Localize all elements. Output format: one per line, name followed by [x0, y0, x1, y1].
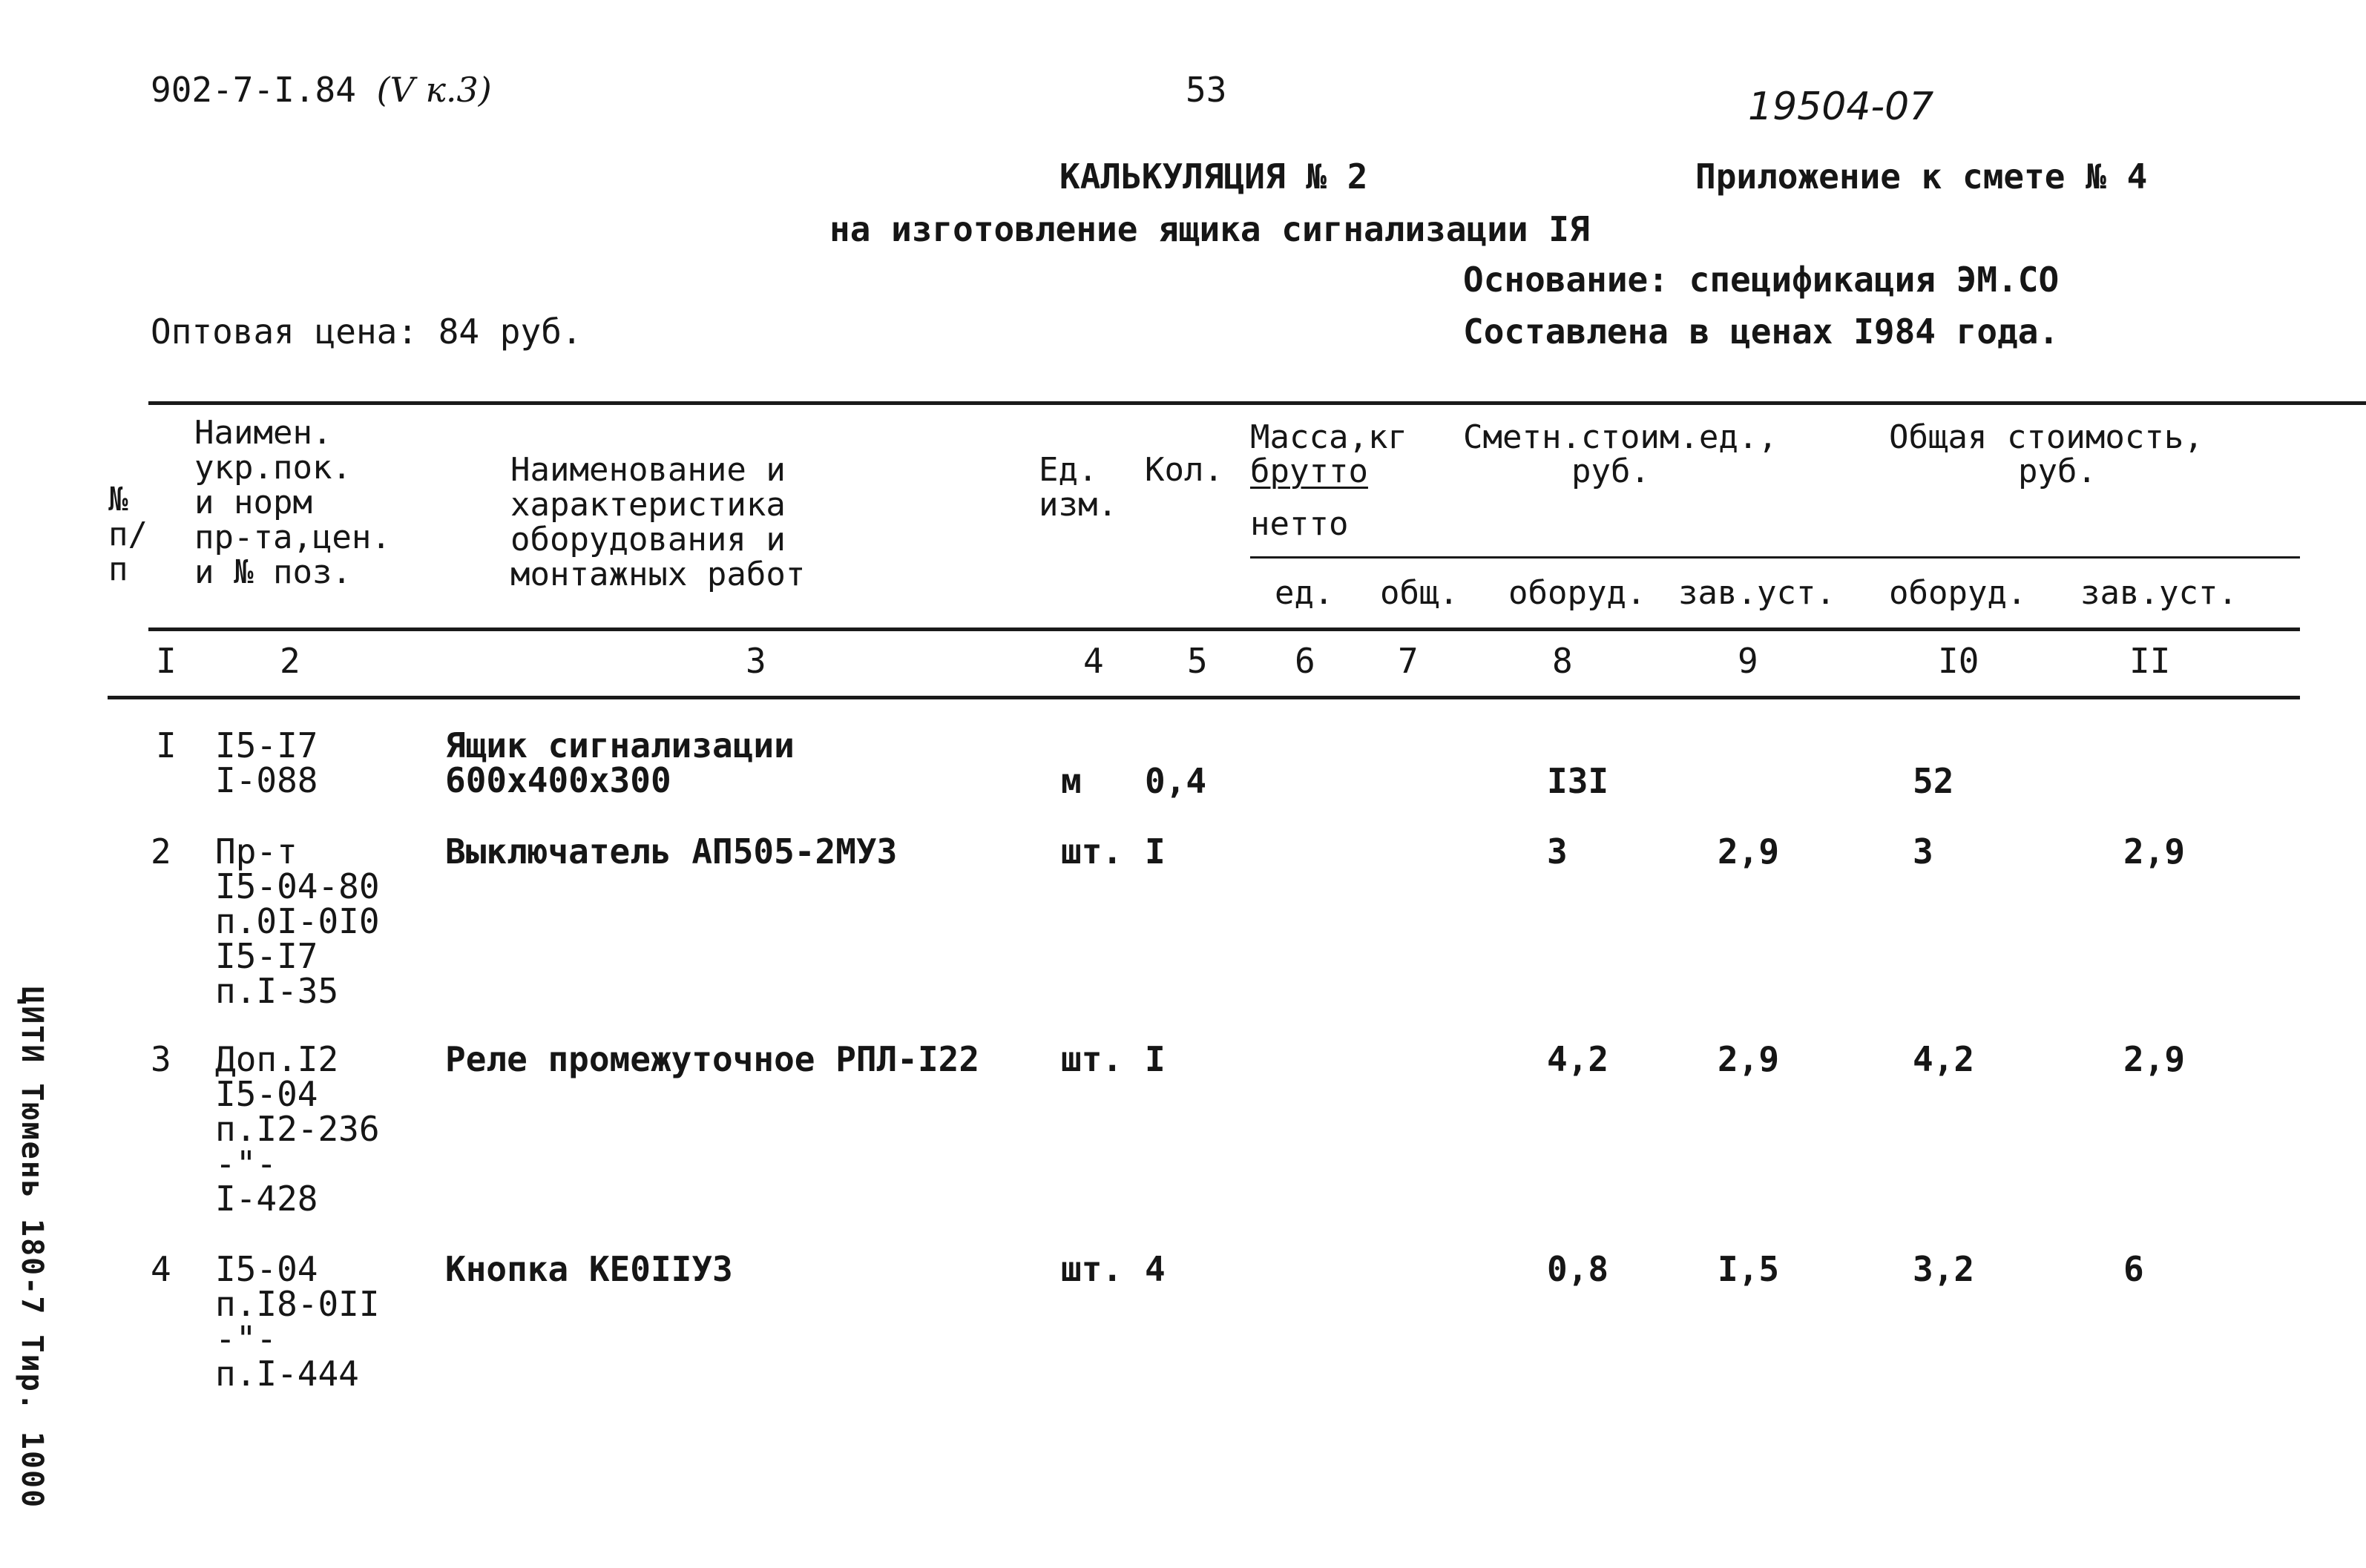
row-equipment-unit-cost: 3: [1547, 831, 1568, 872]
row-installation-total-cost: 2,9: [2123, 831, 2186, 872]
row-name: Выключатель АП505-2МУ3: [445, 831, 898, 872]
column-number: 6: [1295, 641, 1315, 681]
row-unit: шт.: [1061, 1039, 1123, 1079]
column-number: 2: [280, 641, 300, 681]
row-reference: I5-I7 I-088: [215, 725, 318, 800]
column-number: 8: [1552, 641, 1573, 681]
column-number: I: [156, 641, 177, 681]
header-unit-cost: Сметн.стоим.ед.,: [1463, 418, 1778, 456]
column-number: 7: [1398, 641, 1419, 681]
header-mass-total: общ.: [1380, 574, 1459, 612]
margin-print-note: ЦИТИ Тюмень 180-7 Тир. 1000: [15, 986, 49, 1509]
row-name: Кнопка КЕ0IIУ3: [445, 1249, 733, 1289]
row-equipment-unit-cost: I3I: [1547, 761, 1609, 801]
row-equipment-total-cost: 4,2: [1913, 1039, 1975, 1079]
header-bottom-rule: [148, 627, 2300, 631]
row-installation-unit-cost: I,5: [1718, 1249, 1780, 1289]
row-number: 4: [151, 1249, 171, 1289]
row-installation-unit-cost: 2,9: [1718, 831, 1780, 872]
column-number: I0: [1938, 641, 1979, 681]
header-equipment-total: оборуд.: [1889, 574, 2027, 612]
header-unit-cost-rub: руб.: [1571, 452, 1650, 490]
row-number: 3: [151, 1039, 171, 1079]
document-title: КАЛЬКУЛЯЦИЯ № 2: [1059, 157, 1368, 197]
header-installation-total: зав.уст.: [2080, 574, 2238, 612]
row-unit: м: [1061, 761, 1082, 801]
header-installation-unit: зав.уст.: [1678, 574, 1836, 612]
basis-note: Основание: спецификация ЭМ.СО: [1463, 260, 2060, 300]
header-row-number: № п/ п: [108, 481, 148, 588]
row-reference: Доп.I2 I5-04 п.I2-236 -"- I-428: [215, 1039, 380, 1219]
column-number: 4: [1083, 641, 1104, 681]
column-number: 5: [1187, 641, 1208, 681]
column-number: II: [2129, 641, 2171, 681]
table-top-rule: [148, 401, 2366, 405]
column-number: 9: [1738, 641, 1758, 681]
doc-code: 902-7-I.84: [151, 70, 356, 110]
row-quantity: 0,4: [1145, 761, 1207, 801]
row-equipment-total-cost: 3,2: [1913, 1249, 1975, 1289]
document-subtitle: на изготовление ящика сигнализации IЯ: [829, 209, 1590, 249]
appendix-note: Приложение к смете № 4: [1695, 157, 2148, 197]
row-equipment-total-cost: 52: [1913, 761, 1954, 801]
row-unit: шт.: [1061, 831, 1123, 872]
header-mass-brutto: брутто: [1250, 452, 1368, 490]
row-reference: Пр-т I5-04-80 п.0I-0I0 I5-I7 п.I-35: [215, 831, 380, 1011]
row-name: Ящик сигнализации 600х400х300: [445, 725, 795, 800]
row-installation-total-cost: 2,9: [2123, 1039, 2186, 1079]
header-name: Наименование и характеристика оборудования и монтажных работ: [510, 451, 806, 593]
column-numbers-rule: [108, 696, 2300, 699]
wholesale-price: Оптовая цена: 84 руб.: [151, 312, 582, 352]
row-quantity: 4: [1145, 1249, 1166, 1289]
header-mass-netto: нетто: [1250, 505, 1349, 543]
row-quantity: I: [1145, 831, 1166, 872]
row-unit: шт.: [1061, 1249, 1123, 1289]
page-number: 53: [1186, 70, 1227, 110]
row-equipment-unit-cost: 0,8: [1547, 1249, 1609, 1289]
header-quantity: Кол.: [1145, 451, 1223, 489]
header-equipment-unit: оборуд.: [1508, 574, 1646, 612]
row-reference: I5-04 п.I8-0II -"- п.I-444: [215, 1249, 380, 1394]
row-equipment-unit-cost: 4,2: [1547, 1039, 1609, 1079]
subheader-rule: [1250, 556, 2300, 559]
doc-note: (V к.3): [376, 70, 492, 110]
row-number: I: [156, 725, 177, 765]
row-quantity: I: [1145, 1039, 1166, 1079]
row-equipment-total-cost: 3: [1913, 831, 1933, 872]
row-installation-total-cost: 6: [2123, 1249, 2144, 1289]
header-mass-unit: ед.: [1275, 574, 1334, 612]
header-mass: Масса,кг: [1250, 418, 1407, 456]
header-total-cost: Общая стоимость,: [1889, 418, 2204, 456]
row-number: 2: [151, 831, 171, 872]
header-unit: Ед. изм.: [1039, 451, 1117, 524]
row-installation-unit-cost: 2,9: [1718, 1039, 1780, 1079]
header-total-cost-rub: руб.: [2018, 452, 2097, 490]
row-name: Реле промежуточное РПЛ-I22: [445, 1039, 980, 1079]
header-reference: Наимен. укр.пок. и норм пр-та,цен. и № поз.: [194, 414, 391, 591]
column-number: 3: [746, 641, 766, 681]
document-code: [151, 70, 492, 110]
registration-stamp: 19504-07: [1748, 85, 1934, 129]
price-basis-note: Составлена в ценах I984 года.: [1463, 312, 2060, 352]
